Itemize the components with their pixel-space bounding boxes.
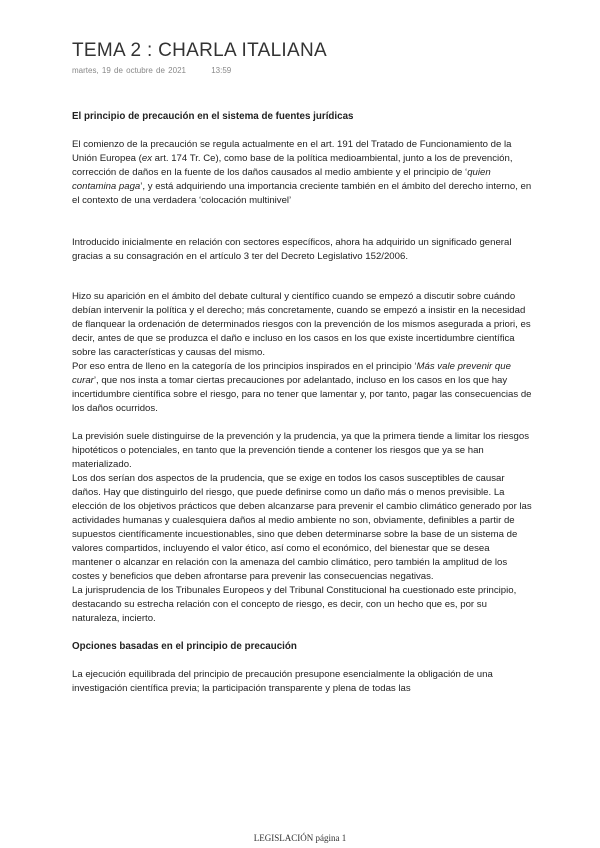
page-date: martes, 19 de octubre de 2021 [72,66,186,75]
page-meta [72,66,231,75]
page-title: TEMA 2 : CHARLA ITALIANA [72,40,327,61]
section-heading: El principio de precaución en el sistema de fuentes jurídicas [72,111,354,122]
note-body [72,110,532,696]
paragraph: Los dos serían dos aspectos de la prudencia, que se exige en todos los casos susceptibles de causar daños. Hay que distinguirlo del riesgo, que puede definirse como un daño más o menos previsible. La elección de los objetivos prácticos que deben alcanzarse para prevenir el cambio climático generado por las actividades humanas y cualesquiera daños al medio ambiente no son, obviamente, definibles a partir de supuestos científicamente incuestionables, sino que deben determinarse sobre la base de un sistema de valores compartidos, incluyendo el valor ético, así como el económico, del bienestar que se desea mantener o alcanzar en relación con la amenaza del cambio climático, pero también la amplitud de los costes y beneficios que deben afrontarse para prevenir las consecuencias negativas. [72,473,532,582]
page-time: 13:59 [211,66,232,75]
paragraph: Hizo su aparición en el ámbito del debate cultural y científico cuando se empezó a discutir sobre cuándo debían intervenir la política y el derecho; más concretamente, cuando se empezó a insistir en la necesidad de flanquear la ordenación de determinados riesgos con la prevención de los mismos asegurada a priori, es decir, antes de que se produzca el daño e incluso en los casos en los que existe incertidumbre científica sobre las características y causas del mismo. [72,291,531,358]
paragraph: La previsión suele distinguirse de la prevención y la prudencia, ya que la primera tiende a limitar los riesgos hipotéticos o potenciales, en tanto que la prevención tiende a contener los riesgos que ya se han materializado. [72,431,530,470]
page-footer: LEGISLACIÓN página 1 [253,833,347,843]
paragraph: Por eso entra de lleno en la categoría de los principios inspirados en el principio ‘Más vale prevenir que curar’, que nos insta a tomar ciertas precauciones por adelantado, incluso en los casos en los que hay incertidumbre científica sobre el riesgo, para no tener que lamentar y, por tanto, pagar las consecuencias de los daños ocurridos. [72,361,532,414]
section-heading: Opciones basadas en el principio de precaución [72,641,297,652]
paragraph: Introducido inicialmente en relación con sectores específicos, ahora ha adquirido un significado general gracias a su consagración en el artículo 3 ter del Decreto Legislativo 152/2006. [72,237,512,262]
paragraph: La ejecución equilibrada del principio de precaución presupone esencialmente la obligación de una investigación científica previa; la participación transparente y plena de todas las [72,669,493,694]
paragraph: La jurisprudencia de los Tribunales Europeos y del Tribunal Constitucional ha cuestionado este principio, destacando su estrecha relación con el concepto de riesgo, es decir, con un hecho que es, por su naturaleza, incierto. [72,585,517,624]
paragraph: El comienzo de la precaución se regula actualmente en el art. 191 del Tratado de Funcionamiento de la Unión Europea (ex art. 174 Tr. Ce), como base de la política medioambiental, junto a los de prevención, corrección de daños en la fuente de los daños causados al medio ambiente y el principio de ‘quien contamina paga’, y está adquiriendo una importancia creciente también en el ámbito del derecho interno, en el contexto de una verdadera ‘colocación multinivel’ [72,139,532,206]
